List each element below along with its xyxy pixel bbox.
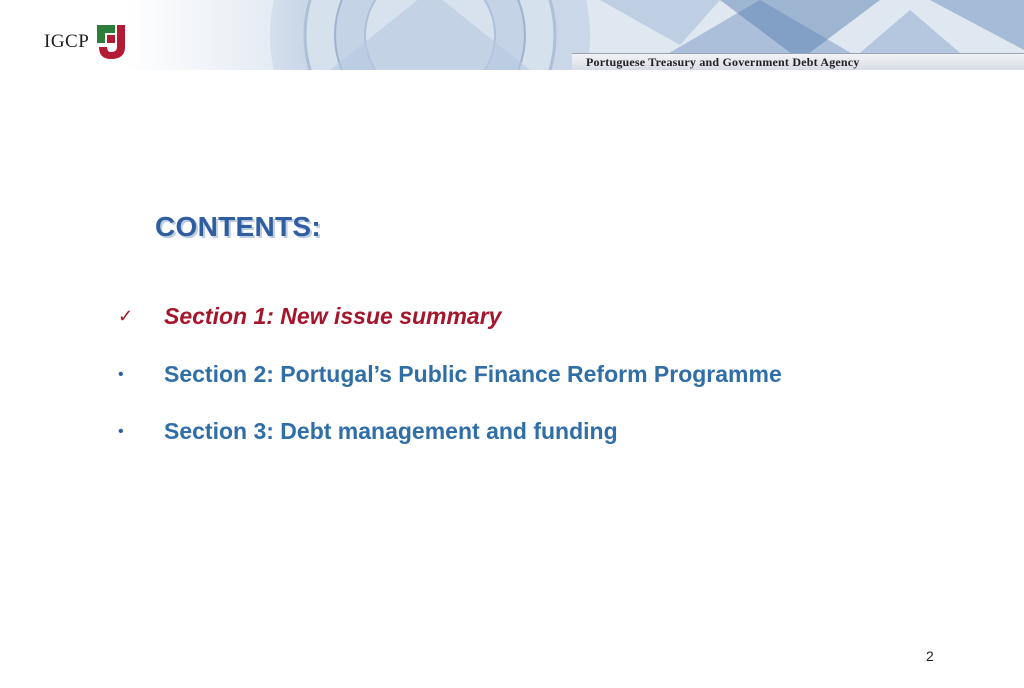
checkmark-icon: ✓ [118, 306, 134, 326]
agency-name: Portuguese Treasury and Government Debt Agency [586, 55, 860, 69]
contents-item-label: Section 2: Portugal’s Public Finance Reform Programme [164, 361, 782, 387]
contents-item-label: Section 3: Debt management and funding [164, 418, 618, 444]
bullet-icon: • [118, 422, 124, 440]
igcp-shield-icon [95, 23, 129, 61]
page-number: 2 [926, 648, 934, 664]
igcp-logo [44, 22, 129, 62]
contents-item-label: Section 1: New issue summary [164, 303, 502, 329]
logo-text: IGCP [44, 31, 90, 52]
contents-item-section-1 [118, 303, 501, 330]
header-banner [0, 0, 1024, 70]
bullet-icon: • [118, 365, 124, 383]
contents-item-section-2 [118, 361, 782, 388]
slide-title: CONTENTS: [155, 211, 322, 242]
agency-bar [572, 53, 1024, 70]
contents-item-section-3 [118, 418, 618, 445]
